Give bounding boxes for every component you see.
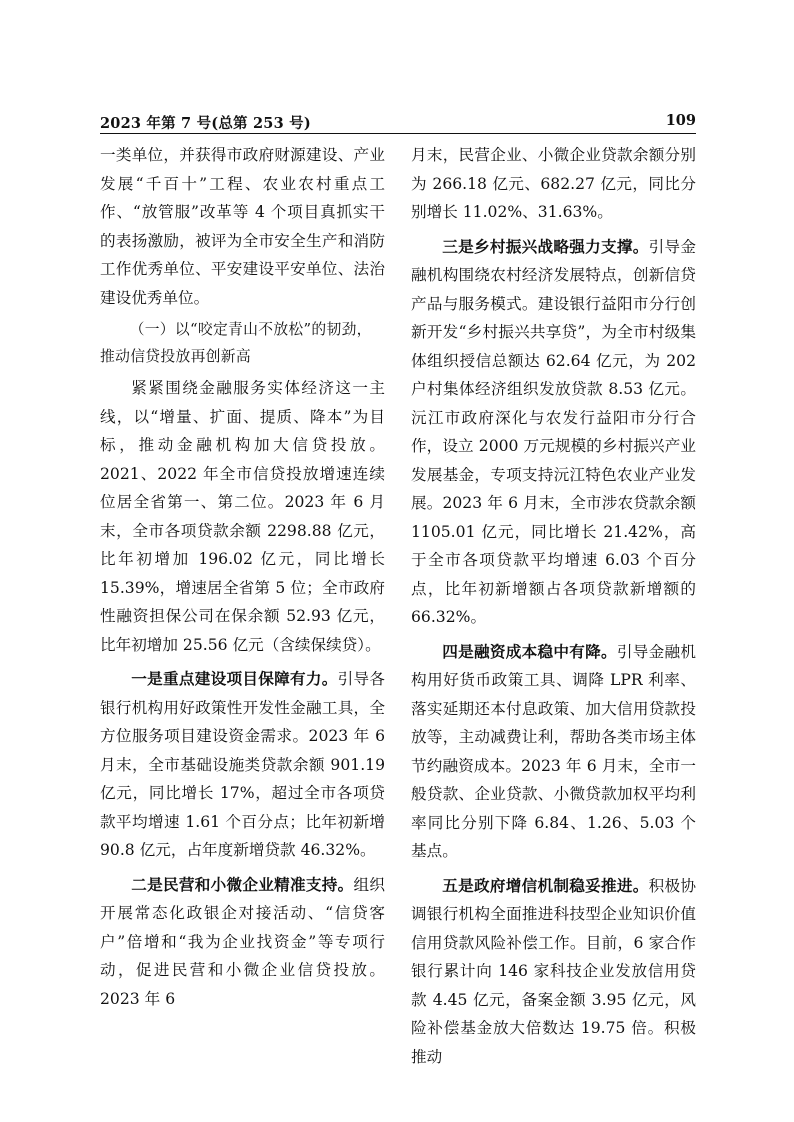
paragraph-private-smes [100,871,385,1014]
paragraph-credit-enhancement [411,872,696,1072]
rural-body: 引导金融机构围绕农村经济发展特点，创新信贷产品与服务模式。建设银行益阳市分行创新开发“乡村振兴共享贷”，为全市村级集体组织授信总额达 62.64 亿元，为 202 户村集体经济组织发放贷款 8.53 亿元。沅江市政府深化与农发行益阳市分行合作，设立 2000 万元规模的乡村振兴产业发展基金，专项支持沅江特色农业产业发展。2023 年 6 月末，全市涉农贷款余额 1105.01 亿元，同比增长 21.42%，高于全市各项贷款平均增速 6.03 个百分点，比年初新增额占各项贷款新增额的 66.32%。 [411,237,696,626]
paragraph-rural-revitalization [411,233,696,632]
running-header [100,112,696,134]
paragraph-credit-growth: 紧紧围绕金融服务实体经济这一主线，以“增量、扩面、提质、降本”为目标，推动金融机构加大信贷投放。2021、2022 年全市信贷投放增速连续位居全省第一、第二位。2023 年 6 月末，全市各项贷款余额 2298.88 亿元，比年初增加 196.02 亿元，同比增长 15.39%，增速居全省第 5 位；全市政府性融资担保公司在保余额 52.93 亿元，比年初增加 25.56 亿元（含续保续贷）。 [100,379,385,654]
rural-lead: 三是乡村振兴战略强力支撑。 [442,236,649,256]
section-heading: （一）以“咬定青山不放松”的韧劲，推动信贷投放再创新高 [100,321,372,365]
paragraph-continuation: 一类单位，并获得市政府财源建设、产业发展“千百十”工程、农业农村重点工作、“放管服”改革等 4 个项目真抓实干的表扬激励，被评为全市安全生产和消防工作优秀单位、平安建设平安单位、法治建设优秀单位。 [100,146,385,307]
key-projects-body: 引导各银行机构用好政策性开发性金融工具，全方位服务项目建设资金需求。2023 年 6 月末，全市基础设施类贷款余额 901.19 亿元，同比增长 17%，超过全市各项贷款平均增速 1.61 个百分点；比年初新增 90.8 亿元，占年度新增贷款 46.32%。 [100,670,385,859]
paragraph-financing-cost [411,638,696,866]
credit-enhancement-body: 积极协调银行机构全面推进科技型企业知识价值信用贷款风险补偿工作。目前，6 家合作银行累计向 146 家科技企业发放信用贷款 4.45 亿元，备案金额 3.95 亿元，风险补偿基金放大倍数达 19.75 倍。积极推动 [411,876,696,1066]
paragraph-continuation-right: 月末，民营企业、小微企业贷款余额分别为 266.18 亿元、682.27 亿元，同比分别增长 11.02%、31.63%。 [411,146,696,221]
issue-label: 2023 年第 7 号(总第 253 号) [100,115,311,132]
credit-enhancement-lead: 五是政府增信机制稳妥推进。 [442,875,649,895]
right-column [411,141,696,1071]
page-number: 109 [665,112,696,129]
financing-cost-body: 引导金融机构用好货币政策工具、调降 LPR 利率、落实延期还本付息政策、加大信用贷款投放等，主动减费让利，帮助各类市场主体节约融资成本。2023 年 6 月末，全市一般贷款、企业贷款、小微贷款加权平均利率同比分别下降 6.84、1.26、5.03 个基点。 [411,642,696,860]
paragraph-key-projects [100,665,385,865]
private-smes-body: 组织开展常态化政银企对接活动、“信贷客户”倍增和“我为企业找资金”等专项行动，促进民营和小微企业信贷投放。2023 年 6 [100,875,385,1008]
header-rule [100,133,696,134]
left-column [100,141,385,1013]
key-projects-lead: 一是重点建设项目保障有力。 [131,669,338,688]
private-smes-lead: 二是民营和小微企业精准支持。 [131,874,354,894]
financing-cost-lead: 四是融资成本稳中有降。 [442,641,617,661]
